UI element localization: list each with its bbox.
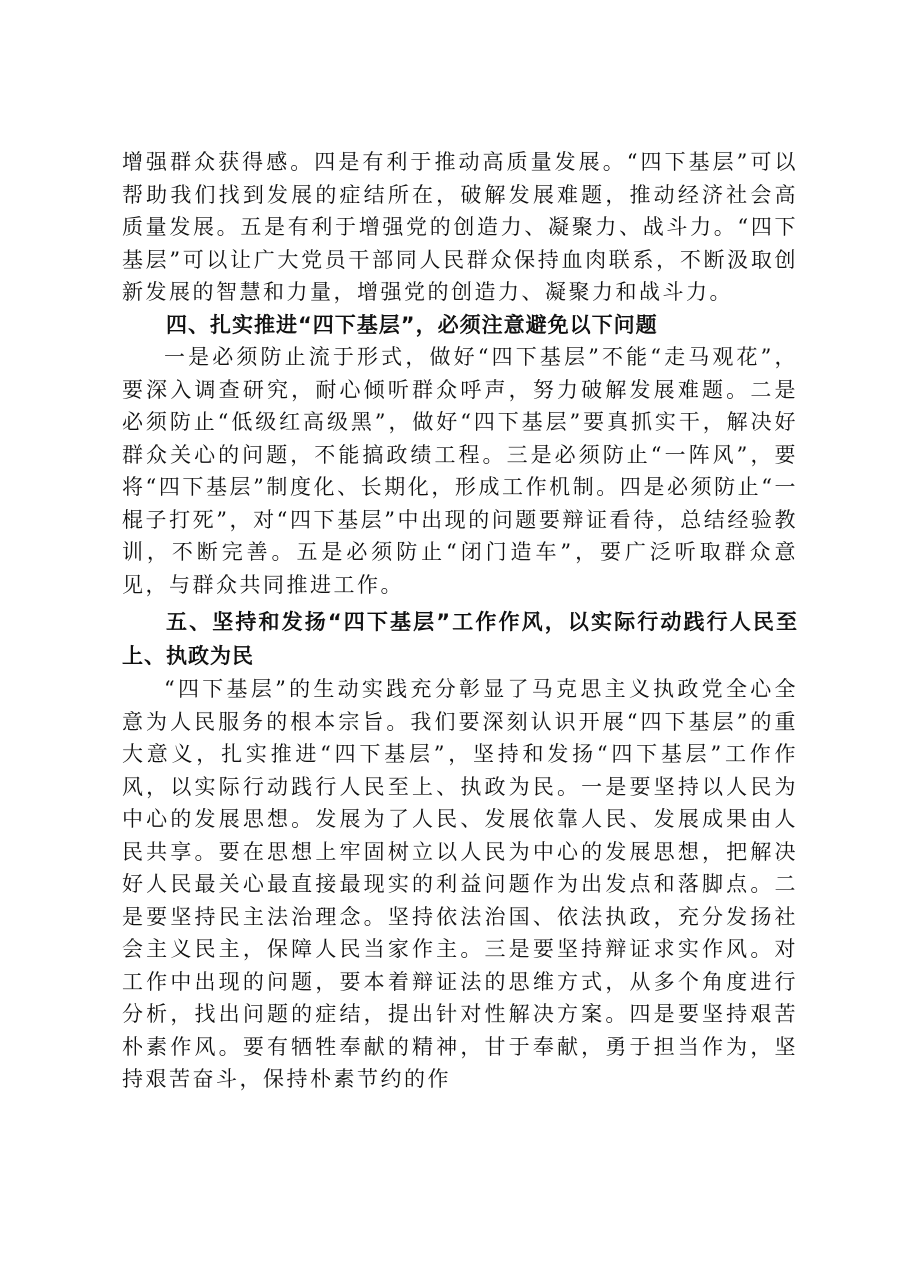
section-5-body: “四下基层”的生动实践充分彰显了马克思主义执政党全心全意为人民服务的根本宗旨。我们要深刻认识开展“四下基层”的重大意义，扎实推进“四下基层”，坚持和发扬“四下基层”工作作风，以实际行动践行人民至上、执政为民。一是要坚持以人民为中心的发展思想。发展为了人民、发展依靠人民、发展成果由人民共享。要在思想上牢固树立以人民为中心的发展思想，把解决好人民最关心最直接最现实的利益问题作为出发点和落脚点。二是要坚持民主法治理念。坚持依法治国、依法执政，充分发扬社会主义民主，保障人民当家作主。三是要坚持辩证求实作风。对工作中出现的问题，要本着辩证法的思维方式，从多个角度进行分析，找出问题的症结，提出针对性解决方案。四是要坚持艰苦朴素作风。要有牺牲奉献的精神，甘于奉献，勇于担当作为，坚持艰苦奋斗，保持朴素节约的作 [122,677,798,1091]
paragraph-continued: 增强群众获得感。四是有利于推动高质量发展。“四下基层”可以帮助我们找到发展的症结所在，破解发展难题，推动经济社会高质量发展。五是有利于增强党的创造力、凝聚力、战斗力。“四下基层”可以让广大党员干部同人民群众保持血肉联系，不断汲取创新发展的智慧和力量，增强党的创造力、凝聚力和战斗力。 [122,150,798,304]
document-body [122,146,798,1096]
section-heading-4: 四、扎实推进“四下基层”，必须注意避免以下问题 [166,312,658,337]
section-heading-5: 五、坚持和发扬“四下基层”工作作风，以实际行动践行人民至上、执政为民 [122,610,798,668]
section-4-body: 一是必须防止流于形式，做好“四下基层”不能“走马观花”，要深入调查研究，耐心倾听群众呼声，努力破解发展难题。二是必须防止“低级红高级黑”，做好“四下基层”要真抓实干，解决好群众关心的问题，不能搞政绩工程。三是必须防止“一阵风”，要将“四下基层”制度化、长期化，形成工作机制。四是必须防止“一棍子打死”，对“四下基层”中出现的问题要辩证看待，总结经验教训，不断完善。五是必须防止“闭门造车”，要广泛听取群众意见，与群众共同推进工作。 [122,345,798,597]
